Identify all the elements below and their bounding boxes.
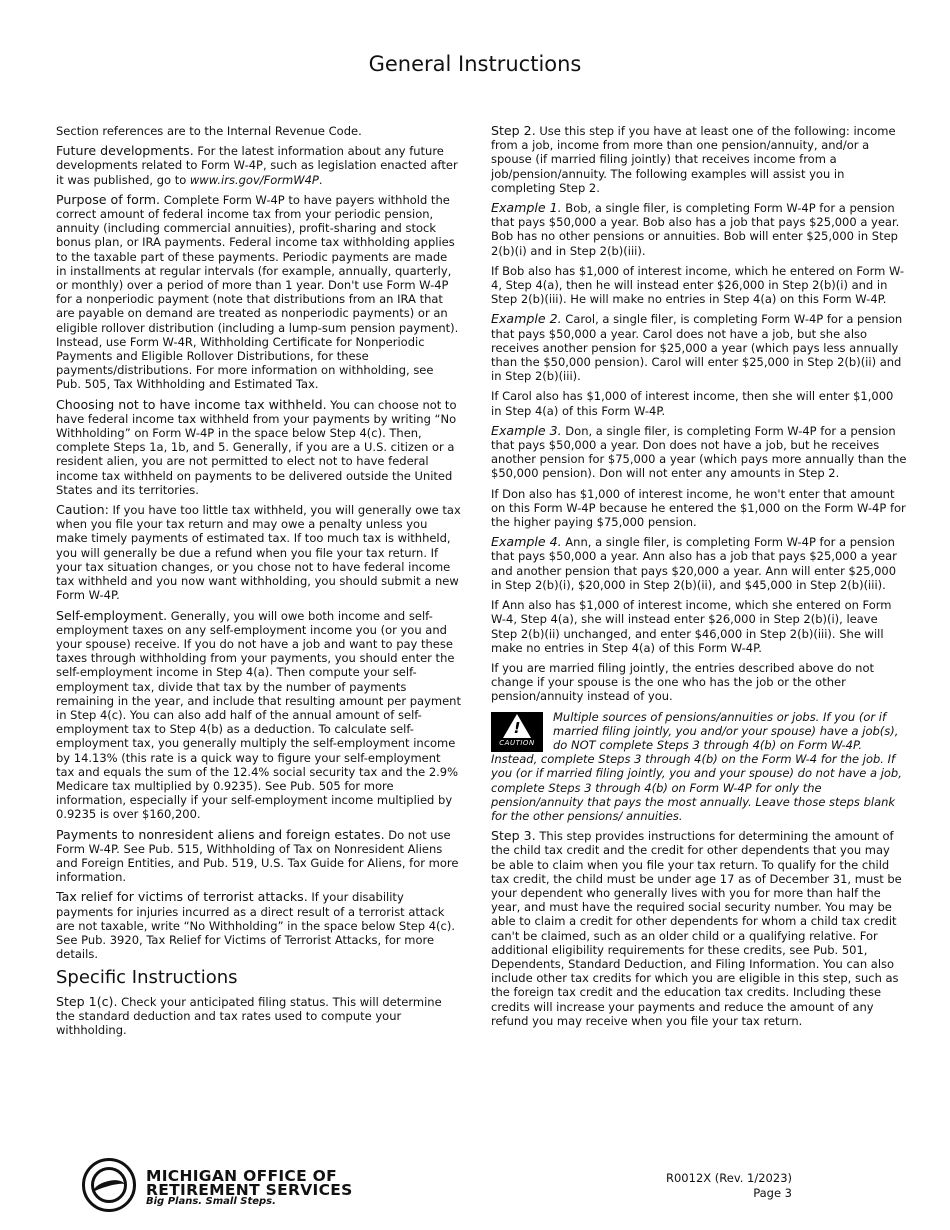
step-2-text: Use this step if you have at least one of the following: income from a job, income from more than one pension/annuity, and/or a spouse (if married filing jointly) that receives income from a job/pension/annuity. The following examples will assist you in completing Step 2. <box>491 124 896 195</box>
example-1 <box>491 201 907 258</box>
terrorist-relief <box>56 890 461 961</box>
nonresident-text: Do not use Form W-4P. See Pub. 515, Withholding of Tax on Nonresident Aliens and Foreign Entities, and Pub. 519, U.S. Tax Guide for Aliens, for more information. <box>56 827 459 885</box>
caution-callout-text: Multiple sources of pensions/annuities or jobs. If you (or if married filing jointly, you and/or your spouse) have a job(s), do NOT complete Steps 3 through 4(b) on Form W-4P. Instead, complete Steps 3 through 4(b) on the Form W-4 for the job. If you (or if married filing jointly, you and your spouse) do not have a job, complete Steps 3 through 4(b) on Form W-4P for only the pension/annuity that pays the most annually. Leave those steps blank for the other pensions/ annuities. <box>491 709 902 823</box>
example-2-lead: Example 2. <box>491 311 562 327</box>
example-4-text: Ann, a single filer, is completing Form W-4P for a pension that pays $50,000 a year. Ann also has a job that pays $25,000 a year and another pension that pays $20,000 a year. Ann will enter $25,000 in Step 2(b)(i), $20,000 in Step 2(b)(ii), and $45,000 in Step 2(b)(iii). <box>491 535 897 592</box>
irs-url-link[interactable]: www.irs.gov/FormW4P <box>189 172 319 187</box>
step-2-lead: Step 2. <box>491 123 536 138</box>
self-employment-lead: Self-employment. <box>56 607 168 623</box>
married-note: If you are married filing jointly, the entries described above do not change if your spouse is the one who has the job or the other pension/annuity instead of you. <box>491 660 875 704</box>
org-name-line2: RETIREMENT SERVICES <box>146 1181 353 1199</box>
example-3-more: If Don also has $1,000 of interest income, he won't enter that amount on this Form W-4P because he entered the $1,000 on the Form W-4P for the higher paying $75,000 pension. <box>491 486 906 530</box>
future-text: For the latest information about any future developments related to Form W-4P, such as legislation enacted after it was published, go to <box>56 144 458 187</box>
caution-lead: Caution: <box>56 502 109 518</box>
self-employment-text: Generally, you will owe both income and self-employment taxes on any self-employment income you (or you and your spouse) receive. If you do not have a job and want to pay these taxes through withholding from your payments, you should enter the self-employment income in Step 4(a). Then compute your self-employment tax, divide that tax by the number of payments remaining in the year, and include that resulting amount per payment in Step 4(c). You can also add half of the annual amount of self-employment tax to Step 4(b) as a deduction. To calculate self-employment tax, you generally multiply the self-employment income by 14.13% (this rate is a quick way to figure your self-employment tax and equals the sum of the 12.4% social security tax and the 2.9% Medicare tax multiplied by 0.9235). See Pub. 505 for more information, especially if your self-employment income multiplied by 0.9235 is over $160,200. <box>56 608 461 822</box>
section-references: Section references are to the Internal Revenue Code. <box>56 124 362 138</box>
future-end: . <box>318 172 323 187</box>
caution-label: CAUTION <box>499 739 535 748</box>
terrorist-text: If your disability payments for injuries incurred as a direct result of a terrorist attack are not taxable, write “No Withholding” in the space below Step 4(c). See Pub. 3920, Tax Relief for Victims of Terrorist Attacks, for more details. <box>56 890 456 962</box>
example-1-lead: Example 1. <box>491 200 562 216</box>
step-2 <box>491 124 907 195</box>
footer <box>82 1158 950 1214</box>
example-2 <box>491 312 907 383</box>
step-1c-lead: Step 1(c). <box>56 993 118 1009</box>
caution-callout <box>491 710 907 824</box>
self-employment <box>56 609 461 822</box>
example-1-more: If Bob also has $1,000 of interest income, which he entered on Form W-4, Step 4(a), then he will instead enter $26,000 in Step 2(b)(i) and in Step 2(b)(iii). He will make no entries in Step 4(a) on this Form W-4P. <box>491 263 905 307</box>
org-name-line1: MICHIGAN OFFICE OF <box>146 1167 338 1185</box>
caution-icon <box>491 712 543 752</box>
example-4-lead: Example 4. <box>491 534 562 550</box>
page-number: Page 3 <box>753 1186 792 1200</box>
left-column <box>56 124 461 1043</box>
caution-paragraph <box>56 503 461 602</box>
nonresident-lead: Payments to nonresident aliens and foreign estates. <box>56 826 385 842</box>
org-tagline: Big Plans. Small Steps. <box>146 1196 276 1207</box>
step-1c <box>56 995 461 1038</box>
example-1-text: Bob, a single filer, is completing Form W-4P for a pension that pays $50,000 a year. Bob also has a job that pays $25,000 a year. Bob has no other pensions or annuities. Bob will enter $25,000 in Step 2(b)(i) and in Step 2(b)(iii). <box>491 201 900 258</box>
choosing-lead: Choosing not to have income tax withheld. <box>56 396 327 412</box>
page-title: General Instructions <box>368 52 582 76</box>
example-3-text: Don, a single filer, is completing Form W-4P for a pension that pays $50,000 a year. Don does not have a job, but he receives another pension for $75,000 a year (which pays more annually than the $50,000 pension). Don will not enter any amounts in Step 2. <box>491 423 907 481</box>
future-lead: Future developments. <box>56 143 194 159</box>
specific-instructions-heading: Specific Instructions <box>56 967 238 989</box>
step-3-text: This step provides instructions for determining the amount of the child tax credit and the credit for other dependents that you may be able to claim when you file your tax return. To qualify for the child tax credit, the child must be under age 17 as of December 31, must be your dependent who generally lives with you for more than half the year, and must have the required social security number. You may be able to claim a credit for other dependents for whom a child tax credit can't be claimed, such as an older child or a qualifying relative. For additional eligibility requirements for these credits, see Pub. 501, Dependents, Standard Deduction, and Filing Information. You can also include other tax credits for which you are eligible in this step, such as the foreign tax credit and the education tax credits. Including these credits will increase your payments and reduce the amount of any refund you may receive when you file your tax return. <box>491 829 902 1028</box>
right-column <box>491 124 907 1034</box>
terrorist-lead: Tax relief for victims of terrorist attacks. <box>56 889 308 905</box>
example-2-text: Carol, a single filer, is completing Form W-4P for a pension that pays $50,000 a year. Carol does not have a job, but she also receives another pension for $25,000 a year (which pays less annually than the $50,000 pension). Carol will enter $25,000 in Step 2(b)(ii) and in Step 2(b)(iii). <box>491 312 903 384</box>
example-4-more: If Ann also has $1,000 of interest income, which she entered on Form W-4, Step 4(a), she will instead enter $26,000 in Step 2(b)(i), leave Step 2(b)(ii) unchanged, and enter $46,000 in Step 2(b)(iii). She will make no entries in Step 4(a) of this Form W-4P. <box>491 598 892 655</box>
form-info <box>666 1171 792 1201</box>
choosing-not-withheld <box>56 398 461 497</box>
step-1c-text: Check your anticipated filing status. This will determine the standard deduction and tax rates used to compute your withholding. <box>56 994 442 1037</box>
step-3 <box>491 829 907 1028</box>
form-number: R0012X (Rev. 1/2023) <box>666 1171 792 1185</box>
mors-logo-icon <box>82 1158 136 1212</box>
step-3-lead: Step 3. <box>491 828 536 844</box>
nonresident-payments <box>56 828 461 885</box>
example-4 <box>491 535 907 592</box>
purpose-lead: Purpose of form. <box>56 191 161 207</box>
caution-text: If you have too little tax withheld, you will generally owe tax when you file your tax return and may owe a penalty unless you make timely payments of estimated tax. If too much tax is withheld, you will generally be due a refund when you file your tax return. If your tax situation changes, or you chose not to have federal income tax withheld and you now want withholding, you should submit a new Form W-4P. <box>56 503 461 603</box>
example-3-lead: Example 3. <box>491 422 562 438</box>
choosing-text: You can choose not to have federal income tax withheld from your payments by writing “No Withholding” on Form W-4P in the space below Step 4(c). Then, complete Steps 1a, 1b, and 5. Generally, if you are a U.S. citizen or a resident alien, you are not permitted to elect not to have federal income tax withheld on payments to be delivered outside the United States and its territories. <box>56 397 457 497</box>
future-developments <box>56 144 461 187</box>
purpose-of-form <box>56 193 461 392</box>
purpose-text: Complete Form W-4P to have payers withhold the correct amount of federal income tax from your periodic pension, annuity (including commercial annuities), profit-sharing and stock bonus plan, or IRA payments. Federal income tax withholding applies to the taxable part of these payments. Periodic payments are made in installments at regular intervals (for example, annually, quarterly, or monthly) over a period of more than 1 year. Don't use Form W-4P for a nonperiodic payment (note that distributions from an IRA that are payable on demand are treated as nonperiodic payments) or an eligible rollover distribution (including a lump-sum pension payment). Instead, use Form W-4R, Withholding Certificate for Nonperiodic Payments and Eligible Rollover Distributions, for these payments/distributions. For more information on withholding, see Pub. 505, Tax Withholding and Estimated Tax. <box>56 192 459 392</box>
warning-exclamation: ! <box>513 718 521 737</box>
example-2-more: If Carol also has $1,000 of interest income, then she will enter $1,000 in Step 4(a) of this Form W-4P. <box>491 389 894 418</box>
example-3 <box>491 424 907 481</box>
